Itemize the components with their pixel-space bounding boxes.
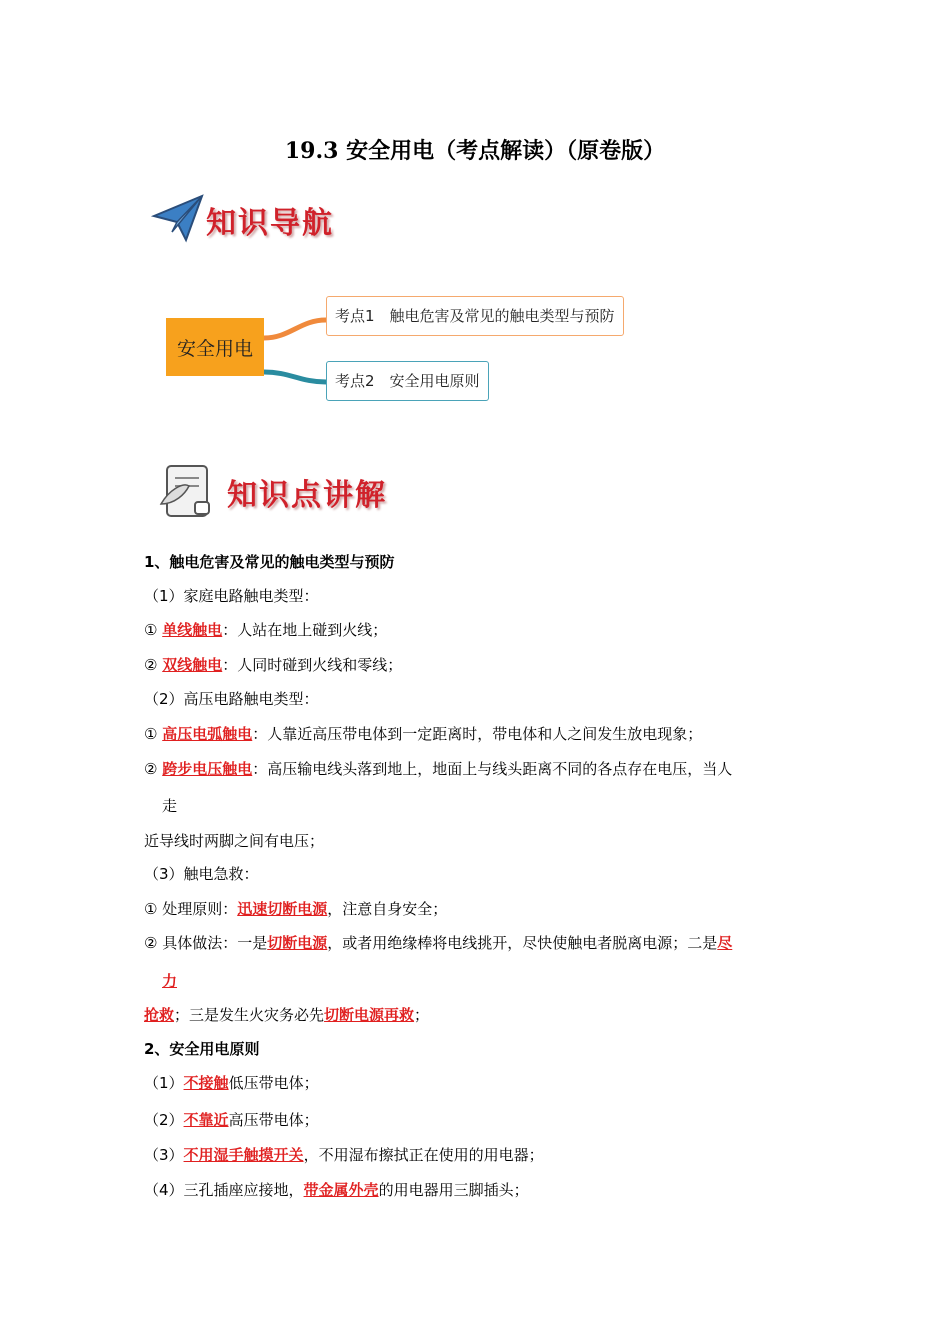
item-prefix: （2） xyxy=(144,1111,184,1129)
knowledge-nav-title: 知识导航 xyxy=(206,206,334,241)
mind-map-node-2: 考点2 安全用电原则 xyxy=(326,361,489,401)
page-title: 19.3 安全用电（考点解读）（原卷版） xyxy=(284,138,666,164)
item-text: ，不用湿布擦拭正在使用的用电器； xyxy=(303,1146,544,1164)
keyword: 双线触电 xyxy=(162,656,223,674)
keyword: 切断电源再救 xyxy=(324,1006,415,1024)
mind-map xyxy=(160,290,660,415)
keyword: 高压电弧触电 xyxy=(162,725,253,743)
item-text: ：高压输电线头落到地上，地面上与线头距离不同的各点存在电压，当人 xyxy=(252,760,733,778)
connector-2 xyxy=(264,372,326,382)
list-item-4 xyxy=(144,759,732,779)
item-prefix: （1） xyxy=(144,1074,184,1092)
list-item-4-wrap: 走 xyxy=(162,797,178,815)
item-text: ：人站在地上碰到火线； xyxy=(222,621,388,639)
keyword: 尽 xyxy=(717,934,733,952)
scroll-quill-icon xyxy=(155,460,217,522)
keyword: 迅速切断电源 xyxy=(237,900,328,918)
list-item-6 xyxy=(144,933,732,953)
rule-item-1 xyxy=(144,1073,319,1093)
item-text: ，注意自身安全； xyxy=(327,900,448,918)
item-text: ，或者用绝缘棒将电线挑开，尽快使触电者脱离电源；二是 xyxy=(327,934,718,952)
rule-item-4 xyxy=(144,1180,529,1200)
item-text: ； xyxy=(414,1006,430,1024)
subheading-2: （2）高压电路触电类型： xyxy=(144,690,319,708)
knowledge-explain-banner xyxy=(155,458,425,524)
keyword: 不用湿手触摸开关 xyxy=(183,1146,304,1164)
knowledge-explain-title: 知识点讲解 xyxy=(227,478,387,513)
list-item-5 xyxy=(144,899,447,919)
list-item-6-wrap: 力 xyxy=(162,972,178,990)
section1-heading: 1、触电危害及常见的触电类型与预防 xyxy=(144,553,395,571)
list-item-1 xyxy=(144,620,387,640)
subheading-1: （1）家庭电路触电类型： xyxy=(144,587,319,605)
item-text: ：人同时碰到火线和零线； xyxy=(222,656,403,674)
subheading-3: （3）触电急救： xyxy=(144,865,259,883)
list-item-3 xyxy=(144,724,702,744)
item-text: 的用电器用三脚插头； xyxy=(378,1181,529,1199)
rule-item-2 xyxy=(144,1110,319,1130)
list-item-4-continued: 近导线时两脚之间有电压； xyxy=(144,832,325,850)
keyword: 抢救 xyxy=(144,1006,175,1024)
keyword: 不接触 xyxy=(183,1074,229,1092)
item-prefix: （3） xyxy=(144,1146,184,1164)
keyword: 切断电源 xyxy=(267,934,328,952)
paper-plane-icon xyxy=(150,192,206,244)
item-prefix: ② xyxy=(144,656,163,674)
keyword: 带金属外壳 xyxy=(303,1181,379,1199)
connector-1 xyxy=(264,320,326,338)
keyword: 单线触电 xyxy=(162,621,223,639)
rule-item-3 xyxy=(144,1145,544,1165)
item-prefix: ① xyxy=(144,621,163,639)
list-item-6-continued xyxy=(144,1005,429,1025)
item-text: ；三是发生火灾务必先 xyxy=(174,1006,325,1024)
item-text: 高压带电体； xyxy=(228,1111,319,1129)
item-prefix: ① xyxy=(144,725,163,743)
item-prefix: ① 处理原则： xyxy=(144,900,238,918)
item-prefix: ② 具体做法：一是 xyxy=(144,934,268,952)
item-prefix: ② xyxy=(144,760,163,778)
list-item-2 xyxy=(144,655,402,675)
mind-map-node-1: 考点1 触电危害及常见的触电类型与预防 xyxy=(326,296,624,336)
item-text: ：人靠近高压带电体到一定距离时，带电体和人之间发生放电现象； xyxy=(252,725,703,743)
item-text: 低压带电体； xyxy=(228,1074,319,1092)
knowledge-nav-banner xyxy=(150,190,370,246)
section2-heading: 2、安全用电原则 xyxy=(144,1040,260,1058)
mind-map-root: 安全用电 xyxy=(166,318,264,376)
keyword: 不靠近 xyxy=(183,1111,229,1129)
item-prefix: （4）三孔插座应接地， xyxy=(144,1181,304,1199)
keyword: 跨步电压触电 xyxy=(162,760,253,778)
